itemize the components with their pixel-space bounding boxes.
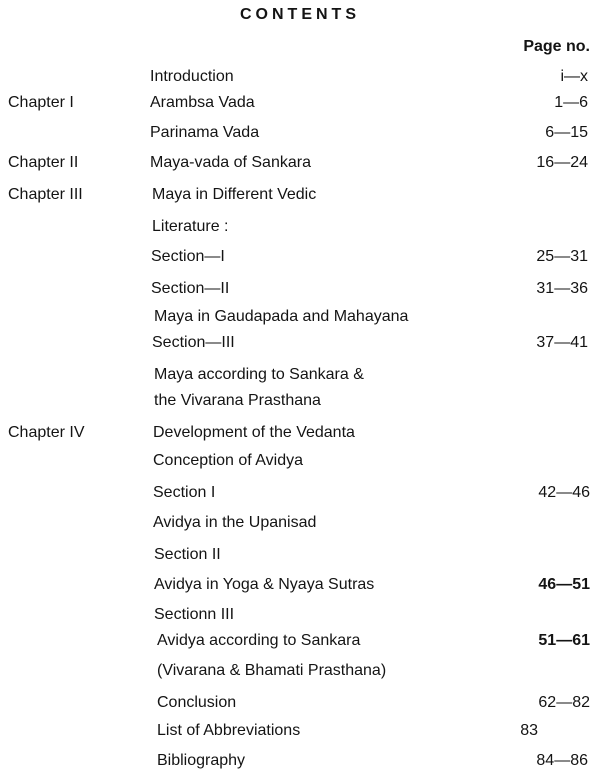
entry-title: Maya in Different Vedic xyxy=(152,186,317,203)
entry-title: (Vivarana & Bhamati Prasthana) xyxy=(157,662,387,679)
toc-row xyxy=(0,366,600,390)
entry-title: Conception of Avidya xyxy=(153,452,304,469)
entry-title: Development of the Vedanta xyxy=(153,424,355,441)
page-range: i—x xyxy=(560,68,588,85)
entry-title: Section—I xyxy=(151,248,225,265)
toc-row xyxy=(0,94,600,118)
entry-title: Maya-vada of Sankara xyxy=(150,154,311,171)
toc-row xyxy=(0,452,600,476)
chapter-label: Chapter IV xyxy=(8,424,85,441)
toc-row xyxy=(0,606,600,630)
toc-row xyxy=(0,124,600,148)
chapter-label: Chapter III xyxy=(8,186,83,203)
toc-row xyxy=(0,722,600,746)
page-range: 51—61 xyxy=(538,632,590,649)
entry-title: the Vivarana Prasthana xyxy=(154,392,321,409)
entry-title: Arambsa Vada xyxy=(150,94,255,111)
entry-title: Maya according to Sankara & xyxy=(154,366,364,383)
entry-title: Introduction xyxy=(150,68,234,85)
toc-row xyxy=(0,392,600,416)
toc-row xyxy=(0,484,600,508)
entry-title: Bibliography xyxy=(157,752,246,769)
page-range: 42—46 xyxy=(538,484,590,501)
entry-title: Maya in Gaudapada and Mahayana xyxy=(154,308,409,325)
entry-title: Avidya in the Upanisad xyxy=(153,514,317,531)
toc-row xyxy=(0,752,600,776)
entry-title: Sectionn III xyxy=(154,606,235,623)
page-range: 46—51 xyxy=(538,576,590,593)
toc-row xyxy=(0,576,600,600)
page-range: 31—36 xyxy=(536,280,588,297)
toc-row xyxy=(0,248,600,272)
entry-title: Conclusion xyxy=(157,694,237,711)
toc-row xyxy=(0,280,600,304)
chapter-label: Chapter II xyxy=(8,154,79,171)
entry-title: Section—II xyxy=(151,280,230,297)
toc-row xyxy=(0,694,600,718)
entry-title: Parinama Vada xyxy=(150,124,260,141)
page-range: 37—41 xyxy=(536,334,588,351)
entry-title: Section—III xyxy=(152,334,235,351)
page-title: CONTENTS xyxy=(240,6,360,23)
toc-row xyxy=(0,662,600,686)
toc-row xyxy=(0,68,600,92)
entry-title: Section I xyxy=(153,484,216,501)
toc-row xyxy=(0,308,600,332)
page-range: 6—15 xyxy=(545,124,588,141)
entry-title: List of Abbreviations xyxy=(157,722,301,739)
page-range: 25—31 xyxy=(536,248,588,265)
page-range: 1—6 xyxy=(554,94,588,111)
entry-title: Literature : xyxy=(152,218,229,235)
toc-row xyxy=(0,154,600,178)
page-range: 84—86 xyxy=(536,752,588,769)
toc-row xyxy=(0,632,600,656)
entry-title: Avidya in Yoga & Nyaya Sutras xyxy=(154,576,375,593)
entry-title: Avidya according to Sankara xyxy=(157,632,361,649)
page-range: 83 xyxy=(520,722,538,739)
toc-row xyxy=(0,186,600,210)
toc-row xyxy=(0,546,600,570)
chapter-label: Chapter I xyxy=(8,94,74,111)
entry-title: Section II xyxy=(154,546,221,563)
toc-row xyxy=(0,514,600,538)
toc-row xyxy=(0,424,600,448)
toc-row xyxy=(0,218,600,242)
page-number-header: Page no. xyxy=(523,38,590,55)
toc-row xyxy=(0,334,600,358)
page-range: 62—82 xyxy=(538,694,590,711)
page-range: 16—24 xyxy=(536,154,588,171)
